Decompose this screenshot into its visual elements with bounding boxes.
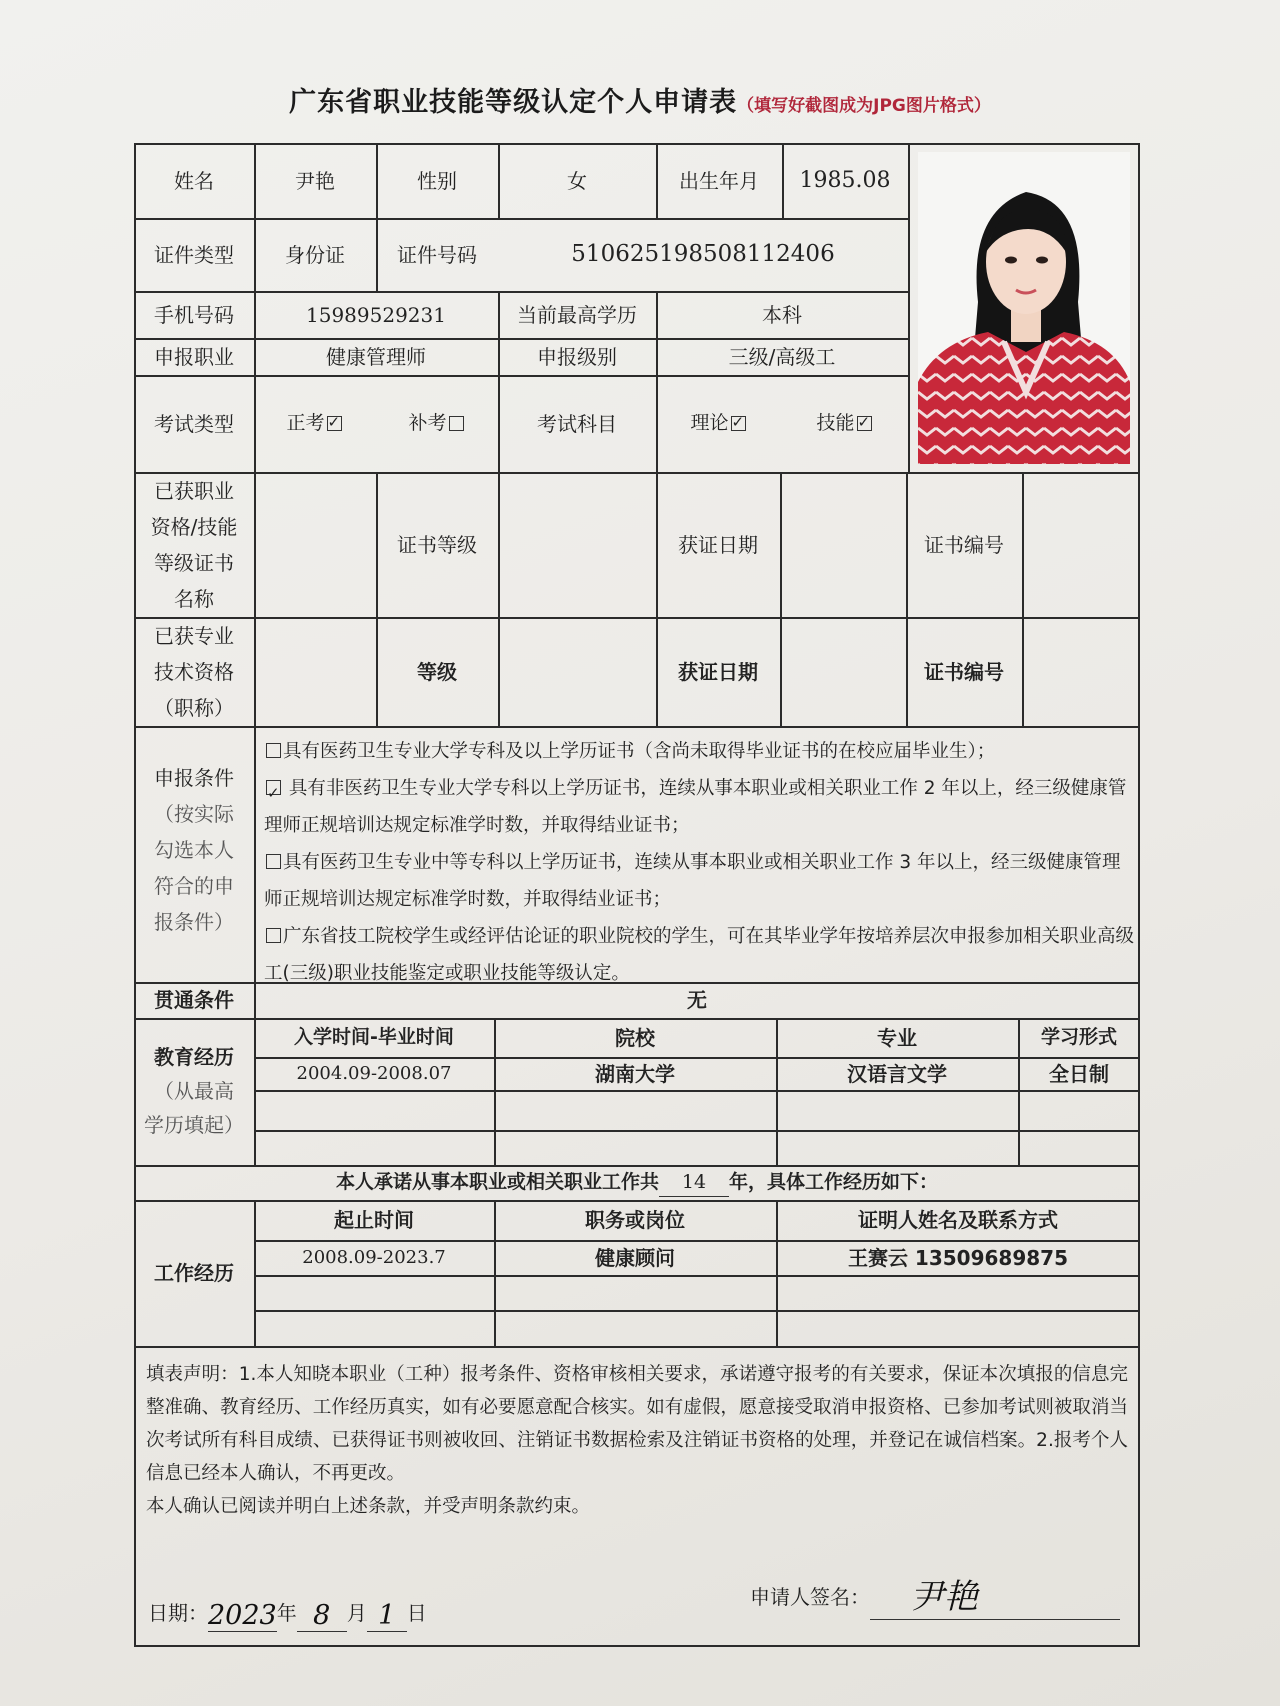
exam-subject-label: 考试科目 <box>537 411 617 436</box>
work-commitment <box>134 1165 1140 1200</box>
occupation-value: 健康管理师 <box>326 344 426 369</box>
declaration-text: 填表声明：1.本人知晓本职业（工种）报考条件、资格审核相关要求，承诺遵守报考的有关要求，保证本次填报的信息完整准确、教育经历、工作经历真实，如有必要愿意配合核实。如有虚假，愿意接受取消申报资格、已参加考试则被取消当次考试所有科目成绩、已获得证书则被收回、注销证书数据检索及注销证书资格的处理，并登记在诚信档案。2.报考个人信息已经本人确认，不再更改。 <box>146 1364 1128 1484</box>
condition-checkbox[interactable] <box>266 854 281 869</box>
year-unit: 年 <box>276 1601 297 1625</box>
signature: 尹艳 <box>870 1575 1120 1620</box>
condition-text: 具有非医药卫生专业大学专科以上学历证书，连续从事本职业或相关职业工作 2 年以上，经三级健康管理师正规培训达规定标准学时数，并取得结业证书； <box>264 778 1127 836</box>
signature-area <box>750 1570 1120 1620</box>
condition-item[interactable] <box>264 844 1134 918</box>
conditions-label-line: 申报条件 <box>154 766 234 790</box>
condition-item[interactable] <box>264 918 1134 992</box>
applicant-photo <box>918 152 1130 464</box>
level-value: 三级/高级工 <box>728 344 836 369</box>
subject-theory-checkbox[interactable] <box>731 416 746 431</box>
gender-value: 女 <box>567 168 587 193</box>
cert1-label-line: 资格/技能 <box>150 514 238 539</box>
education-label-line: 学历填起） <box>144 1113 244 1137</box>
education-cell: 湖南大学 <box>595 1061 675 1086</box>
work-header: 起止时间 <box>334 1208 414 1232</box>
condition-text: 广东省技工院校学生或经评估论证的职业院校的学生，可在其毕业学年按培养层次申报参加相关职业高级工(三级)职业技能鉴定或职业技能等级认定。 <box>264 926 1135 984</box>
exam-makeup-label: 补考 <box>408 412 447 435</box>
education-header: 专业 <box>877 1025 917 1050</box>
exam-makeup-option[interactable] <box>376 375 498 472</box>
title-note: （填写好截图成为JPG图片格式） <box>737 96 991 116</box>
declaration-confirm: 本人确认已阅读并明白上述条款，并受声明条款约束。 <box>146 1496 591 1517</box>
education-label-line: （从最高 <box>154 1079 234 1103</box>
date-day: 1 <box>367 1600 407 1632</box>
work-cell: 2008.09-2023.7 <box>302 1247 446 1268</box>
exam-regular-label: 正考 <box>286 412 325 435</box>
name-value: 尹艳 <box>295 168 335 193</box>
subject-theory-option[interactable] <box>656 375 782 472</box>
cert2-label-line: 技术资格 <box>154 659 234 684</box>
date-area <box>148 1592 427 1632</box>
edu-label: 当前最高学历 <box>517 302 637 327</box>
date-month: 8 <box>297 1600 347 1632</box>
phone-value: 15989529231 <box>306 302 446 327</box>
cert1-no-label: 证书编号 <box>924 532 1004 557</box>
day-unit: 日 <box>406 1601 427 1625</box>
work-commit-text: 年，具体工作经历如下： <box>729 1171 939 1194</box>
exam-regular-checkbox[interactable] <box>327 416 342 431</box>
declaration <box>146 1358 1128 1523</box>
exam-regular-option[interactable] <box>254 375 376 472</box>
education-label <box>134 1040 254 1145</box>
work-header: 职务或岗位 <box>585 1208 685 1232</box>
month-unit: 月 <box>346 1601 367 1625</box>
occupation-label: 申报职业 <box>154 344 234 369</box>
cert1-label-line: 等级证书 <box>154 550 234 575</box>
subject-skill-label: 技能 <box>816 412 855 435</box>
condition-text: 具有医药卫生专业中等专科以上学历证书，连续从事本职业或相关职业工作 3 年以上，经三级健康管理师正规培训达规定标准学时数，并取得结业证书； <box>264 852 1121 910</box>
conditions-label-line: 符合的申 <box>154 874 234 898</box>
education-header: 入学时间-毕业时间 <box>294 1026 454 1049</box>
id-type-label: 证件类型 <box>154 242 234 267</box>
birth-value: 1985.08 <box>799 168 891 193</box>
condition-item[interactable] <box>264 733 1134 770</box>
birth-label: 出生年月 <box>679 168 759 193</box>
id-type-value: 身份证 <box>285 242 345 267</box>
cert1-grade-label: 证书等级 <box>397 532 477 557</box>
phone-label: 手机号码 <box>154 302 234 327</box>
cert1-date-label: 获证日期 <box>678 532 758 557</box>
work-header: 证明人姓名及联系方式 <box>858 1208 1058 1232</box>
conditions-label <box>134 760 254 950</box>
cert2-label <box>134 617 254 726</box>
date-label: 日期： <box>148 1601 208 1625</box>
title-bar <box>0 80 1280 119</box>
work-commit-text: 本人承诺从事本职业或相关职业工作共 <box>335 1171 659 1194</box>
edu-value: 本科 <box>762 302 802 327</box>
subject-theory-label: 理论 <box>690 412 729 435</box>
work-label: 工作经历 <box>154 1261 234 1285</box>
id-no-value: 510625198508112406 <box>571 241 835 268</box>
work-cell: 王赛云 13509689875 <box>847 1245 1069 1270</box>
id-no-label: 证件号码 <box>397 242 477 267</box>
cert1-label-line: 已获职业 <box>154 478 234 503</box>
conditions-label-line: 报条件） <box>154 910 234 934</box>
education-cell: 汉语言文学 <box>847 1061 947 1086</box>
exam-makeup-checkbox[interactable] <box>449 416 464 431</box>
education-header: 院校 <box>615 1025 655 1050</box>
sign-label: 申请人签名： <box>750 1585 870 1609</box>
education-cell: 2004.09-2008.07 <box>296 1063 452 1084</box>
condition-text: 具有医药卫生专业大学专科及以上学历证书（含尚未取得毕业证书的在校应届毕业生）； <box>283 741 996 762</box>
conditions-label-line: 勾选本人 <box>154 838 234 862</box>
work-years: 14 <box>659 1168 729 1198</box>
name-label: 姓名 <box>174 168 214 193</box>
cert2-date-label: 获证日期 <box>678 659 758 684</box>
cert1-label-line: 名称 <box>174 586 214 611</box>
cert2-label-line: （职称） <box>154 695 234 720</box>
condition-checkbox[interactable] <box>266 928 281 943</box>
cert2-label-line: 已获专业 <box>154 623 234 648</box>
cert2-grade-label: 等级 <box>417 659 457 684</box>
gender-label: 性别 <box>417 168 457 193</box>
education-header: 学习形式 <box>1040 1026 1117 1049</box>
cert2-no-label: 证书编号 <box>924 659 1004 684</box>
education-cell: 全日制 <box>1049 1061 1109 1086</box>
conditions-list <box>264 733 1134 992</box>
condition-checkbox[interactable] <box>266 780 281 795</box>
conditions-label-line: （按实际 <box>154 802 234 826</box>
cert1-label <box>134 472 254 617</box>
level-label: 申报级别 <box>537 344 617 369</box>
through-value: 无 <box>687 988 707 1012</box>
education-label-line: 教育经历 <box>154 1045 234 1069</box>
subject-skill-checkbox[interactable] <box>857 416 872 431</box>
form-title: 广东省职业技能等级认定个人申请表 <box>289 87 738 118</box>
date-year: 2023 <box>208 1600 277 1631</box>
work-cell: 健康顾问 <box>595 1245 675 1270</box>
condition-item[interactable] <box>264 770 1134 844</box>
exam-type-label: 考试类型 <box>154 411 234 436</box>
subject-skill-option[interactable] <box>782 375 908 472</box>
condition-checkbox[interactable] <box>266 743 281 758</box>
through-label: 贯通条件 <box>154 988 234 1012</box>
